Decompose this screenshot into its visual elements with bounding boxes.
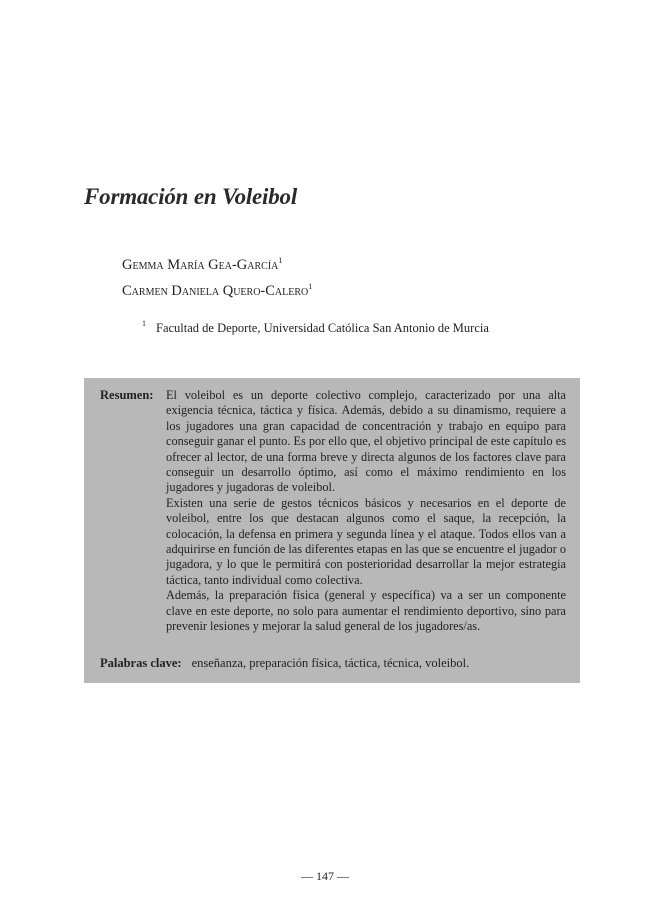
- author-name: [122, 276, 312, 302]
- keywords: [100, 656, 469, 671]
- abstract-body: [166, 388, 566, 635]
- author-list: [122, 250, 312, 302]
- affiliation-text: Facultad de Deporte, Universidad Católica San Antonio de Murcia: [156, 321, 489, 335]
- author-name: [122, 250, 312, 276]
- page-number: — 147 —: [301, 869, 349, 883]
- keywords-text: enseñanza, preparación física, táctica, técnica, voleibol.: [191, 656, 470, 670]
- affiliation-footnote-mark: 1: [142, 319, 146, 328]
- author-name-text: Gemma María Gea-García: [122, 257, 279, 273]
- abstract-paragraph: Existen una serie de gestos técnicos básicos y necesarios en el deporte de voleibol, entre los que destacan algunos como el saque, la recepción, la colocación, la defensa en primera y segunda línea y el ataque. Todos ellos van a adquirirse en función de las diferentes etapas en las que se encuentre el jugador o jugadora, y lo que le permitirá con posterioridad desarrollar la mejor estrategia táctica, tanto individual como colectiva.: [166, 495, 566, 587]
- abstract-paragraph: El voleibol es un deporte colectivo complejo, caracterizado por una alta exigencia técnica, táctica y física. Además, debido a su dinamismo, requiere a los jugadores una gran capacidad de concentración y trabajo en equipo para conseguir ganar el punto. Es por ello que, el objetivo principal de este capítulo es ofrecer al lector, de una forma breve y directa algunos de los factores clave para conseguir un desarrollo óptimo, así como el máximo rendimiento en los jugadores y jugadoras de voleibol.: [166, 388, 566, 495]
- affiliation-mark: 1: [308, 282, 313, 291]
- author-name-text: Carmen Daniela Quero-Calero: [122, 283, 309, 299]
- affiliation: [142, 319, 489, 336]
- keywords-label: Palabras clave:: [100, 656, 182, 670]
- abstract-box: [84, 378, 580, 683]
- chapter-title: Formación en Voleibol: [84, 184, 298, 209]
- abstract-paragraph: Además, la preparación física (general y específica) va a ser un componente clave en este deporte, no solo para aumentar el rendimiento deportivo, sino para prevenir lesiones y mejorar la salud general de los jugadores/as.: [166, 588, 566, 634]
- affiliation-mark: 1: [278, 256, 283, 265]
- abstract-label: Resumen:: [100, 388, 154, 402]
